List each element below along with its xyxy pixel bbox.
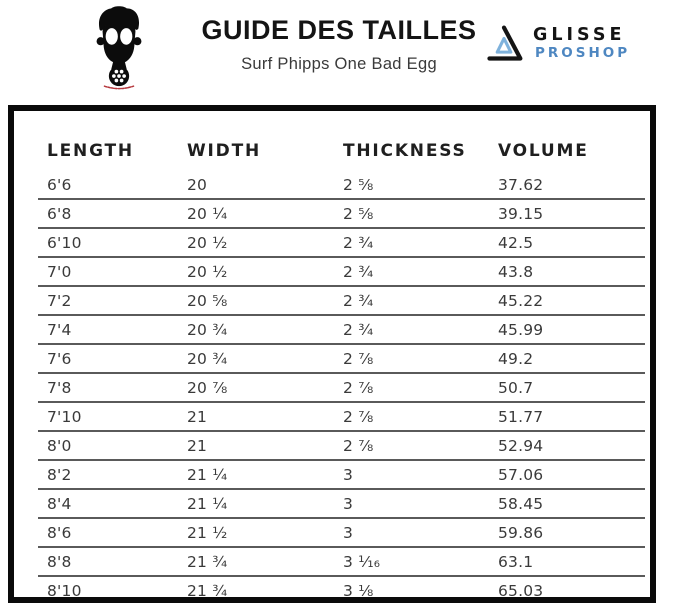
gas-mask-icon (90, 5, 148, 91)
table-cell: 2 ⅞ (334, 431, 489, 460)
table-row (38, 315, 645, 344)
table-cell: 6'10 (38, 228, 178, 257)
table-row (38, 489, 645, 518)
column-header-thickness: THICKNESS (343, 141, 467, 161)
table-row (38, 576, 645, 604)
table-cell: 2 ⅝ (334, 171, 489, 199)
table-cell: 8'10 (47, 581, 82, 600)
table-cell: 59.86 (489, 518, 645, 547)
table-cell: 20 ¾ (178, 344, 334, 373)
table-cell: 8'0 (38, 431, 178, 460)
mask-red-script (105, 86, 134, 88)
table-cell: 20 ⅞ (178, 373, 334, 402)
table-cell: 21 ¾ (187, 581, 228, 600)
table-cell: 20 ¼ (178, 199, 334, 228)
mask-face (103, 24, 136, 64)
table-cell: 6'8 (38, 199, 178, 228)
table-cell: 2 ⅝ (334, 199, 489, 228)
glisse-proshop-logo (484, 23, 630, 64)
table-row (38, 171, 645, 199)
table-cell: 7'8 (38, 373, 178, 402)
size-table (38, 111, 645, 604)
table-cell: 49.2 (489, 344, 645, 373)
table-cell: 21 (178, 402, 334, 431)
table-cell: 3 ¹⁄₁₆ (334, 547, 489, 576)
table-cell: 2 ⅞ (334, 402, 489, 431)
table-cell: 7'6 (38, 344, 178, 373)
table-cell: 63.1 (489, 547, 645, 576)
table-cell: 7'0 (38, 257, 178, 286)
table-cell: 3 (334, 489, 489, 518)
table-cell: 58.45 (489, 489, 645, 518)
table-cell: 65.03 (498, 581, 544, 600)
table-cell: 42.5 (489, 228, 645, 257)
table-cell: 20 ½ (178, 257, 334, 286)
table-cell: 45.22 (489, 286, 645, 315)
table-cell: 20 ½ (178, 228, 334, 257)
table-cell: 7'4 (38, 315, 178, 344)
table-cell: 21 ¼ (178, 460, 334, 489)
table-cell: 20 ⅝ (178, 286, 334, 315)
table-cell: 6'6 (38, 171, 178, 199)
title-block (169, 16, 509, 74)
column-header-width: WIDTH (187, 141, 262, 161)
table-cell: 43.8 (489, 257, 645, 286)
brand-triangle-icon (484, 23, 524, 64)
size-table-header (38, 111, 645, 171)
table-cell: 2 ¾ (334, 257, 489, 286)
table-cell: 20 ¾ (178, 315, 334, 344)
table-row (38, 199, 645, 228)
table-cell: 2 ⅞ (334, 344, 489, 373)
table-cell: 3 ⅛ (343, 581, 374, 600)
table-cell: 8'8 (38, 547, 178, 576)
header-row (38, 111, 645, 171)
table-cell: 52.94 (489, 431, 645, 460)
table-row (38, 431, 645, 460)
table-row (38, 547, 645, 576)
column-header-volume: VOLUME (498, 141, 589, 161)
table-row (38, 286, 645, 315)
table-cell: 2 ⅞ (334, 373, 489, 402)
brand-wordmark (533, 27, 630, 60)
table-cell: 50.7 (489, 373, 645, 402)
table-cell: 3 (334, 518, 489, 547)
table-cell: 7'2 (38, 286, 178, 315)
table-cell: 37.62 (489, 171, 645, 199)
size-table-box (8, 105, 656, 603)
table-cell: 21 ¾ (178, 547, 334, 576)
table-cell: 51.77 (489, 402, 645, 431)
brand-name-glisse: GLISSE (533, 25, 626, 45)
table-cell: 21 (178, 431, 334, 460)
page-subtitle: Surf Phipps One Bad Egg (241, 54, 437, 73)
table-row (38, 257, 645, 286)
table-cell: 3 (334, 460, 489, 489)
column-header-length: LENGTH (47, 141, 134, 161)
brand-name-proshop: PROSHOP (535, 44, 631, 61)
table-cell: 39.15 (489, 199, 645, 228)
table-cell: 21 ½ (178, 518, 334, 547)
table-row (38, 373, 645, 402)
size-table-body (38, 171, 645, 604)
table-row (38, 518, 645, 547)
table-row (38, 344, 645, 373)
table-cell: 7'10 (38, 402, 178, 431)
table-cell: 2 ¾ (334, 228, 489, 257)
table-row (38, 460, 645, 489)
page-title: GUIDE DES TAILLES (201, 15, 477, 45)
table-cell: 8'6 (38, 518, 178, 547)
table-cell: 8'2 (38, 460, 178, 489)
table-cell: 45.99 (489, 315, 645, 344)
table-cell: 57.06 (489, 460, 645, 489)
table-cell: 20 (178, 171, 334, 199)
table-cell: 2 ¾ (334, 286, 489, 315)
table-row (38, 228, 645, 257)
table-cell: 21 ¼ (178, 489, 334, 518)
table-cell: 8'4 (38, 489, 178, 518)
table-cell: 2 ¾ (334, 315, 489, 344)
table-row (38, 402, 645, 431)
